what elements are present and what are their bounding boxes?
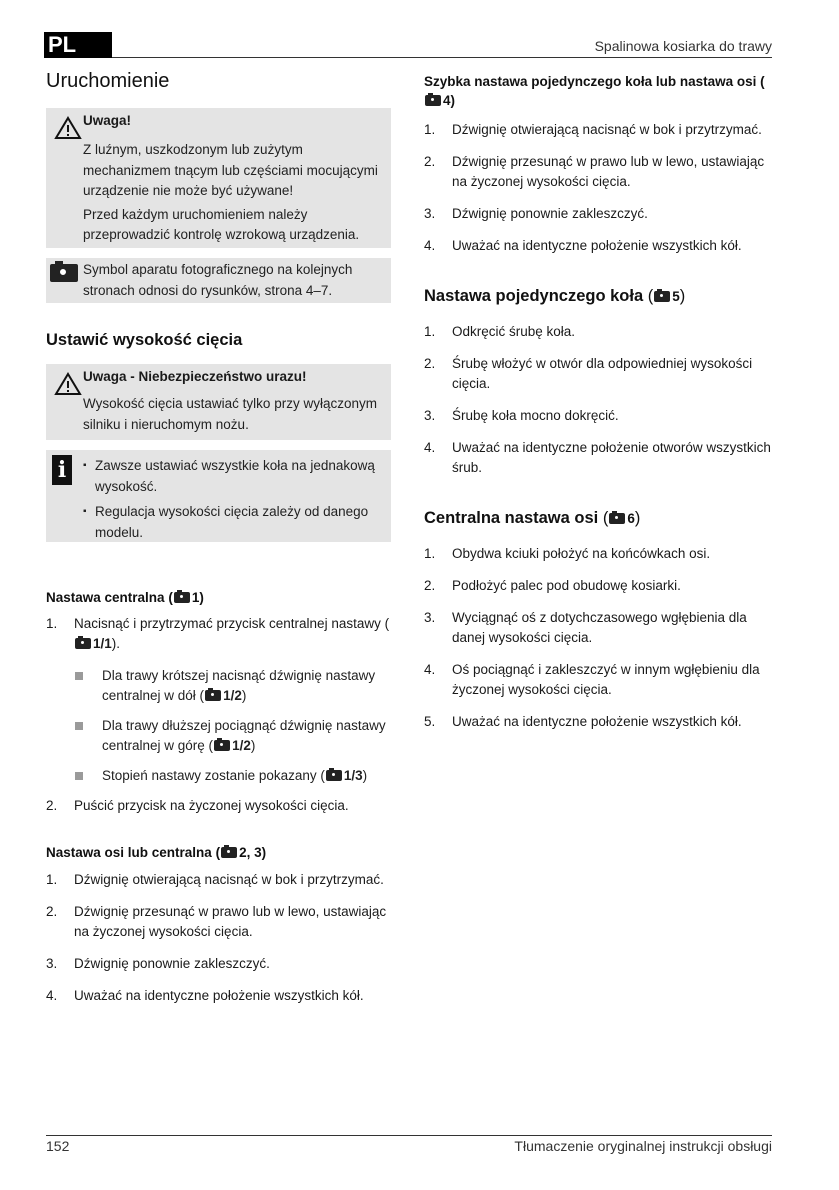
- footer-text: Tłumaczenie oryginalnej instrukcji obsługi: [514, 1138, 772, 1154]
- info-bullet: ▪ Zawsze ustawiać wszystkie koła na jednakową wysokość.: [83, 456, 383, 497]
- list-item: 4. Oś pociągnąć i zakleszczyć w innym wgłębieniu dla życzonej wysokości cięcia.: [424, 662, 760, 697]
- page-number: 152: [46, 1138, 70, 1154]
- warning-text: Wysokość cięcia ustawiać tylko przy wyłączonym silniku i nieruchomym nożu.: [83, 396, 377, 432]
- section-title: Ustawić wysokość cięcia: [46, 331, 243, 349]
- list-item: 4. Uważać na identyczne położenie otworów wszystkich śrub.: [424, 440, 771, 475]
- list-item: 2. Śrubę włożyć w otwór dla odpowiedniej wysokości cięcia.: [424, 356, 753, 391]
- camera-icon: [425, 95, 441, 106]
- axis-central-steps: [46, 870, 396, 1006]
- list-item: 1. Dźwignię otwierającą nacisnąć w bok i przytrzymać.: [46, 872, 384, 887]
- camera-icon: [214, 740, 230, 751]
- list-item: 2. Dźwignię przesunąć w prawo lub w lewo, ustawiając na życzonej wysokości cięcia.: [46, 904, 387, 939]
- list-subitem: Stopień nastawy zostanie pokazany ( 1/3): [46, 766, 396, 786]
- warning-triangle-icon: [54, 116, 82, 140]
- square-bullet-icon: [75, 772, 83, 780]
- warning-triangle-icon: [54, 372, 82, 396]
- camera-note-box: [46, 258, 391, 303]
- square-bullet-icon: [75, 722, 83, 730]
- list-item: 3. Dźwignię ponownie zakleszczyć.: [424, 206, 648, 221]
- list-subitem: Dla trawy dłuższej pociągnąć dźwignię nastawy centralnej w górę ( 1/2): [46, 716, 396, 756]
- camera-icon: [221, 847, 237, 858]
- document-title: Spalinowa kosiarka do trawy: [594, 38, 772, 54]
- info-icon: i: [52, 455, 72, 485]
- warning-box: [46, 108, 391, 248]
- single-wheel-steps: [424, 322, 776, 478]
- warning-text: Przed każdym uruchomieniem należy przeprowadzić kontrolę wzrokową urządzenia.: [83, 206, 360, 242]
- subsection-heading: Nastawa centralna ( 1): [46, 590, 204, 605]
- header-rule: [112, 57, 772, 58]
- camera-icon: [174, 592, 190, 603]
- warning-box: [46, 364, 391, 440]
- footer-rule: [46, 1135, 772, 1136]
- list-item: 2. Dźwignię przesunąć w prawo lub w lewo, ustawiając na życzonej wysokości cięcia.: [424, 154, 765, 189]
- warning-heading: Uwaga - Niebezpieczeństwo urazu!: [83, 369, 307, 384]
- subsection-heading: Centralna nastawa osi ( 6): [424, 509, 641, 527]
- camera-icon: [609, 513, 625, 524]
- quick-steps: [424, 120, 776, 256]
- list-item: 1. Obydwa kciuki położyć na końcówkach osi.: [424, 546, 711, 561]
- list-item: 1. Odkręcić śrubę koła.: [424, 324, 576, 339]
- central-steps: [46, 614, 396, 816]
- camera-icon: [205, 690, 221, 701]
- page-title: Uruchomienie: [46, 70, 170, 92]
- info-bullet: ▪ Regulacja wysokości cięcia zależy od danego modelu.: [83, 502, 383, 543]
- list-item: 3. Wyciągnąć oś z dotychczasowego wgłębienia dla danej wysokości cięcia.: [424, 610, 747, 645]
- camera-icon: [50, 264, 78, 282]
- subsection-heading: Nastawa pojedynczego koła ( 5): [424, 287, 686, 305]
- subsection-heading: Nastawa osi lub centralna ( 2, 3): [46, 845, 267, 860]
- warning-heading: Uwaga!: [83, 113, 132, 128]
- list-item: 1. Dźwignię otwierającą nacisnąć w bok i przytrzymać.: [424, 122, 762, 137]
- warning-text: Z luźnym, uszkodzonym lub zużytym mechanizmem tnącym lub częściami mocującymi urządzenie nie może być używane!: [83, 142, 378, 198]
- camera-icon: [326, 770, 342, 781]
- square-bullet-icon: [75, 672, 83, 680]
- list-item: 3. Dźwignię ponownie zakleszczyć.: [46, 956, 270, 971]
- camera-icon: [75, 638, 91, 649]
- subsection-heading: Szybka nastawa pojedynczego koła lub nastawa osi (4): [424, 74, 765, 108]
- list-item: 2. Podłożyć palec pod obudowę kosiarki.: [424, 578, 681, 593]
- info-box: [46, 450, 391, 542]
- list-item: 4. Uważać na identyczne położenie wszystkich kół.: [46, 988, 364, 1003]
- axis-steps: [424, 544, 776, 732]
- list-item: 3. Śrubę koła mocno dokręcić.: [424, 408, 619, 423]
- list-item: 1. Nacisnąć i przytrzymać przycisk centralnej nastawy (1/1).: [46, 616, 390, 651]
- list-item: 5. Uważać na identyczne położenie wszystkich kół.: [424, 714, 742, 729]
- list-item: 4. Uważać na identyczne położenie wszystkich kół.: [424, 238, 742, 253]
- list-item: 2. Puścić przycisk na życzonej wysokości cięcia.: [46, 798, 349, 813]
- camera-note-text: Symbol aparatu fotograficznego na kolejnych stronach odnosi do rysunków, strona 4–7.: [83, 262, 353, 298]
- language-badge: PL: [44, 32, 112, 58]
- list-subitem: Dla trawy krótszej nacisnąć dźwignię nastawy centralnej w dół ( 1/2): [46, 666, 396, 706]
- camera-icon: [654, 291, 670, 302]
